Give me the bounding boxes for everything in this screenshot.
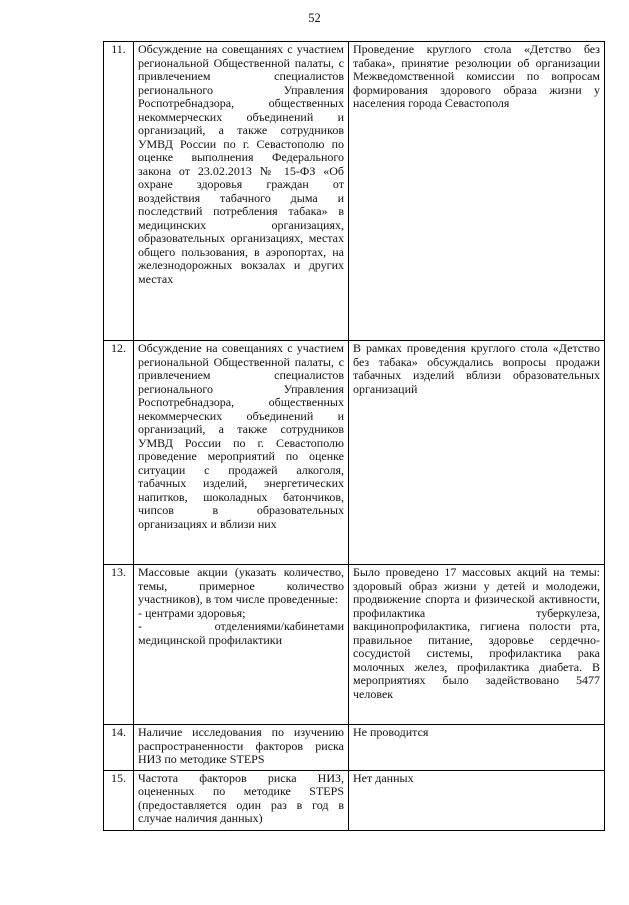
measures-table <box>103 41 605 831</box>
result-cell <box>349 42 605 341</box>
result-cell <box>349 725 605 771</box>
row-number: 13. <box>104 565 134 725</box>
row-number: 12. <box>104 341 134 565</box>
topic-text: Частота факторов риска НИЗ, оцененных по методике STEPS (предоставляется один раз в год в случае наличия данных) <box>138 770 344 825</box>
row-number: 14. <box>104 725 134 771</box>
result-text: Нет данных <box>353 770 414 785</box>
table-row <box>104 42 605 341</box>
result-text: Не проводится <box>353 725 429 739</box>
topic-text: Обсуждение на совещаниях с участием региональной Общественной палаты, с привлечением специалистов регионального Управления Роспотребнадзора, общественных некоммерческих объединений и организаций, а также сотрудников УМВД России по г. Севастополю проведение мероприятий по оценке ситуации с продажей алкоголя, табачных изделий, энергетических напитков, шоколадных батончиков, чипсов в образовательных организациях и вблизи них <box>138 341 344 531</box>
result-cell <box>349 770 605 830</box>
page-number: 52 <box>308 11 321 25</box>
result-text: Проведение круглого стола «Детство без табака», принятие резолюции об организации Межведомственной комиссии по вопросам формирования здорового образа жизни у населения города Севастополя <box>353 42 600 110</box>
topic-cell <box>134 725 349 771</box>
topic-cell <box>134 565 349 725</box>
topic-cell <box>134 770 349 830</box>
row-number: 15. <box>104 770 134 830</box>
topic-cell <box>134 341 349 565</box>
topic-text: Наличие исследования по изучению распространенности факторов риска НИЗ по методике STEPS <box>138 725 344 766</box>
topic-cell <box>134 42 349 341</box>
topic-text: Массовые акции (указать количество, темы, примерное количество участников), в том числе проведенные: - центрами здоровья; - отделениями/кабинетами медицинской профилактики <box>138 565 344 647</box>
result-cell <box>349 565 605 725</box>
row-number: 11. <box>104 42 134 341</box>
table-row <box>104 565 605 725</box>
result-text: В рамках проведения круглого стола «Детство без табака» обсуждались вопросы продажи табачных изделий вблизи образовательных организаций <box>353 341 600 396</box>
result-cell <box>349 341 605 565</box>
table-row <box>104 725 605 771</box>
result-text: Было проведено 17 массовых акций на темы: здоровый образ жизни у детей и молодежи, продвижение спорта и физической активности, профилактика туберкулеза, вакцинопрофилактика, гигиена полости рта, правильное питание, здоровье сердечно-сосудистой системы, профилактика рака молочных желез, профилактика диабета. В мероприятиях было задействовано 5477 человек <box>353 565 600 701</box>
table-row <box>104 770 605 830</box>
table-row <box>104 341 605 565</box>
topic-text: Обсуждение на совещаниях с участием региональной Общественной палаты, с привлечением специалистов регионального Управления Роспотребнадзора, общественных некоммерческих объединений и организаций, а также сотрудников УМВД России по г. Севастополю по оценке выполнения Федерального закона от 23.02.2013 № 15-ФЗ «Об охране здоровья граждан от воздействия табачного дыма и последствий потребления табака» в медицинских организациях, образовательных организациях, местах общего пользования, в аэропортах, на железнодорожных вокзалах и других местах <box>138 42 344 286</box>
